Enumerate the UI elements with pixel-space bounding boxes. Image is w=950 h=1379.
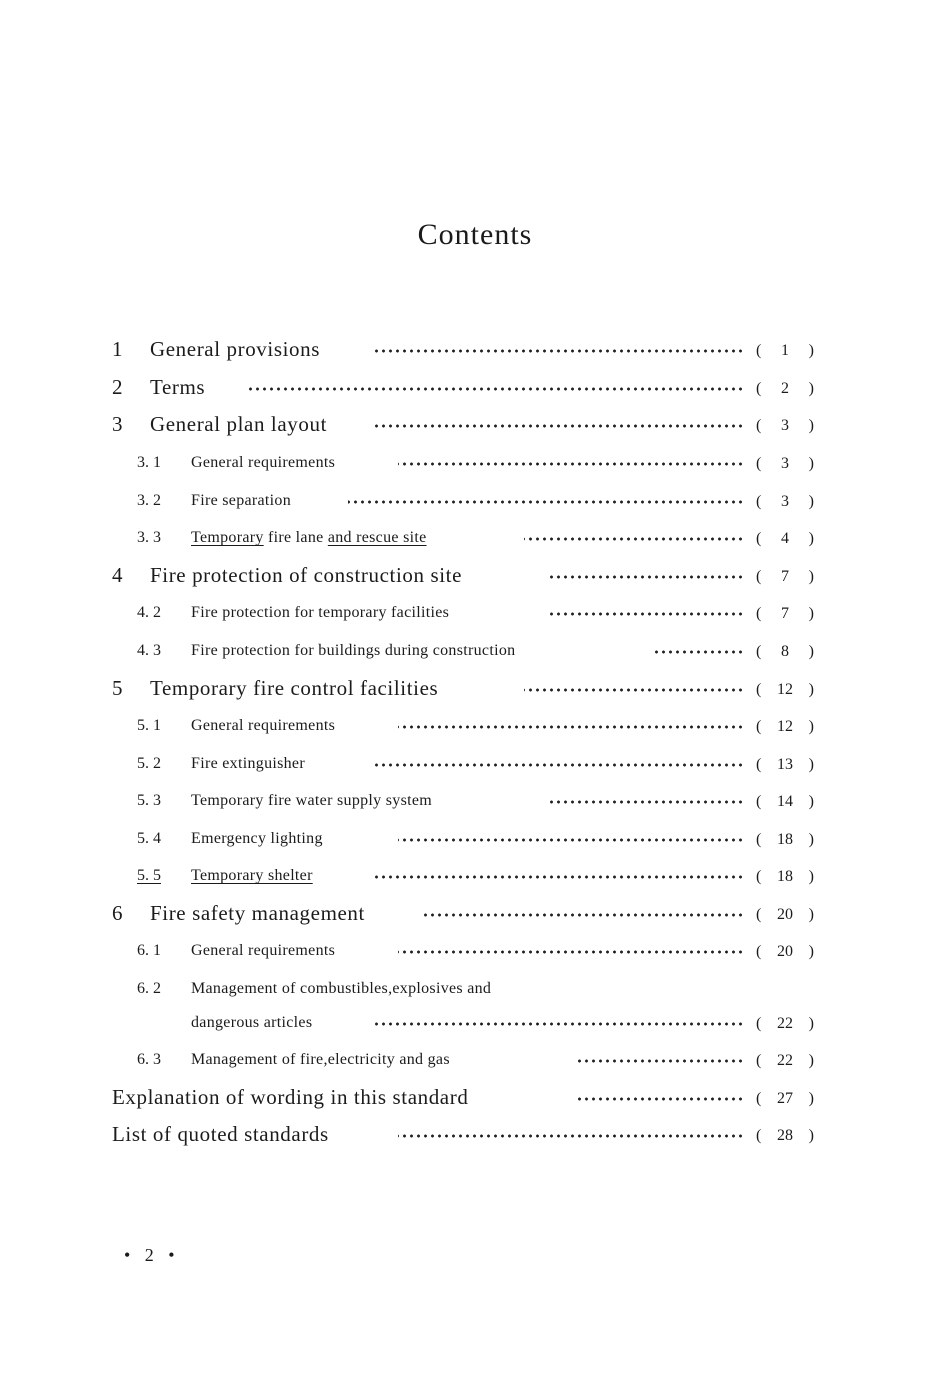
toc-entry-5-3[interactable]: [0, 792, 950, 824]
toc-entry-label: Terms: [150, 375, 206, 399]
leader-dots: [576, 1097, 744, 1101]
toc-page-number: 13: [777, 756, 793, 773]
toc-entry-2[interactable]: [0, 375, 950, 407]
toc-page-number: 22: [777, 1052, 793, 1069]
toc-page-number: 3: [781, 417, 789, 434]
toc-entry-number: 4. 3: [137, 642, 161, 659]
toc-entry-6-2[interactable]: [0, 980, 950, 1012]
leader-dots: [524, 537, 744, 541]
toc-entry-label: Fire safety management: [150, 901, 365, 925]
toc-entry-number: 1: [112, 337, 123, 361]
toc-page-ref: ( 20 ): [756, 943, 814, 960]
page-title: Contents: [417, 218, 533, 251]
toc-page-ref: ( 4 ): [756, 530, 814, 547]
toc-entry-label: General requirements: [191, 942, 336, 959]
toc-page-ref: ( 1 ): [756, 342, 814, 359]
toc-entry-4[interactable]: [0, 563, 950, 595]
toc-page-number: 7: [781, 605, 789, 622]
toc-entry-3-2[interactable]: [0, 492, 950, 524]
toc-entry-number: 5. 3: [137, 792, 161, 809]
toc-page-ref: ( 7 ): [756, 568, 814, 585]
leader-dots: [372, 875, 744, 879]
toc-entry-number: 6. 3: [137, 1051, 161, 1068]
toc-page-ref: ( 7 ): [756, 605, 814, 622]
toc-page-number: 1: [781, 342, 789, 359]
toc-entry-6-2-continuation[interactable]: [0, 1014, 950, 1046]
toc-page-number: 3: [781, 493, 789, 510]
toc-entry-label: Emergency lighting: [191, 830, 323, 847]
toc-page-number: 22: [777, 1015, 793, 1032]
toc-entry-explanation[interactable]: [0, 1085, 950, 1117]
toc-entry-number: 3. 3: [137, 529, 161, 546]
toc-page-number: 18: [777, 831, 793, 848]
toc-entry-label: Fire extinguisher: [191, 755, 305, 772]
toc-page-ref: ( 28 ): [756, 1127, 814, 1144]
toc-entry-number: 4: [112, 563, 123, 587]
toc-entry-label: List of quoted standards: [112, 1122, 329, 1146]
underlined-text: Temporary: [191, 529, 264, 546]
toc-entry-5-5[interactable]: [0, 867, 950, 899]
toc-entry-number: 5. 5: [137, 867, 161, 884]
toc-entry-number: 3: [112, 412, 123, 436]
toc-page-number: 28: [777, 1127, 793, 1144]
toc-page-number: 27: [777, 1090, 793, 1107]
toc-page-ref: ( 3 ): [756, 455, 814, 472]
toc-entry-1[interactable]: [0, 337, 950, 369]
leader-dots: [524, 688, 744, 692]
toc-page-number: 12: [777, 718, 793, 735]
toc-page-number: 20: [777, 906, 793, 923]
toc-entry-label: Management of fire,electricity and gas: [191, 1051, 450, 1068]
toc-entry-label: General plan layout: [150, 412, 328, 436]
leader-dots: [398, 950, 744, 954]
toc-entry-label: Temporary shelter: [191, 867, 313, 884]
toc-page-ref: ( 14 ): [756, 793, 814, 810]
leader-dots: [348, 500, 744, 504]
toc-page-ref: ( 18 ): [756, 868, 814, 885]
toc-page-ref: ( 2 ): [756, 380, 814, 397]
leader-dots: [424, 913, 744, 917]
toc-page-ref: ( 3 ): [756, 417, 814, 434]
toc-page-number: 20: [777, 943, 793, 960]
toc-page-ref: ( 22 ): [756, 1052, 814, 1069]
toc-entry-number: 6. 1: [137, 942, 161, 959]
toc-entry-5-2[interactable]: [0, 755, 950, 787]
toc-entry-quoted-standards[interactable]: [0, 1122, 950, 1154]
toc-entry-label: General requirements: [191, 454, 336, 471]
leader-dots: [398, 1134, 744, 1138]
toc-entry-number: 5: [112, 676, 123, 700]
toc-entry-4-2[interactable]: [0, 604, 950, 636]
toc-entry-4-3[interactable]: [0, 642, 950, 674]
toc-page-number: 3: [781, 455, 789, 472]
toc-entry-label: General provisions: [150, 337, 321, 361]
leader-dots: [372, 1022, 744, 1026]
toc-entry-label: Management of combustibles,explosives and: [191, 980, 492, 997]
leader-dots: [550, 800, 744, 804]
toc-entry-number: 6. 2: [137, 980, 161, 997]
toc-entry-number: 6: [112, 901, 123, 925]
toc-entry-label: Fire protection of construction site: [150, 563, 463, 587]
underlined-text: and rescue site: [327, 529, 427, 546]
leader-dots: [372, 424, 744, 428]
leader-dots: [550, 575, 744, 579]
toc-entry-label: General requirements: [191, 717, 336, 734]
toc-entry-label: Temporary fire control facilities: [150, 676, 439, 700]
toc-page-ref: ( 13 ): [756, 756, 814, 773]
toc-entry-label-continuation: dangerous articles: [191, 1014, 313, 1031]
leader-dots: [398, 725, 744, 729]
toc-entry-label: Fire separation: [191, 492, 292, 509]
toc-entry-5-4[interactable]: [0, 830, 950, 862]
toc-entry-label: Temporary fire water supply system: [191, 792, 433, 809]
toc-entry-number: 5. 2: [137, 755, 161, 772]
toc-entry-6-3[interactable]: [0, 1051, 950, 1083]
toc-page-ref: ( 3 ): [756, 493, 814, 510]
leader-dots: [550, 612, 744, 616]
toc-entry-label: Fire protection for temporary facilities: [191, 604, 450, 621]
toc-page-ref: ( 22 ): [756, 1015, 814, 1032]
leader-dots: [372, 349, 744, 353]
toc-entry-number: 4. 2: [137, 604, 161, 621]
toc-entry-3-1[interactable]: [0, 454, 950, 486]
toc-entry-number: 3. 1: [137, 454, 161, 471]
toc-entry-number: 5. 4: [137, 830, 161, 847]
toc-page-number: 4: [781, 530, 789, 547]
toc-entry-label: Explanation of wording in this standard: [112, 1085, 469, 1109]
toc-page-number: 7: [781, 568, 789, 585]
leader-dots: [398, 838, 744, 842]
toc-page-number: 2: [781, 380, 789, 397]
toc-page-number: 8: [781, 643, 789, 660]
toc-page-number: 14: [777, 793, 793, 810]
toc-page-ref: ( 27 ): [756, 1090, 814, 1107]
toc-entry-number: 5. 1: [137, 717, 161, 734]
toc-page-number: 12: [777, 681, 793, 698]
toc-entry-6-1[interactable]: [0, 942, 950, 974]
leader-dots: [372, 763, 744, 767]
toc-entry-label: Fire protection for buildings during construction: [191, 642, 516, 659]
page-number-footer: • 2 •: [124, 1245, 180, 1265]
toc-page-ref: ( 12 ): [756, 681, 814, 698]
toc-entry-3[interactable]: [0, 412, 950, 444]
toc-entry-label: Temporary fire lane and rescue site: [191, 529, 427, 546]
toc-entry-6[interactable]: [0, 901, 950, 933]
toc-page-ref: ( 12 ): [756, 718, 814, 735]
toc-page-ref: ( 20 ): [756, 906, 814, 923]
leader-dots: [398, 462, 744, 466]
toc-page-number: 18: [777, 868, 793, 885]
leader-dots: [652, 650, 744, 654]
leader-dots: [576, 1059, 744, 1063]
toc-entry-5-1[interactable]: [0, 717, 950, 749]
toc-entry-number: 3. 2: [137, 492, 161, 509]
toc-page-ref: ( 8 ): [756, 643, 814, 660]
toc-page-ref: ( 18 ): [756, 831, 814, 848]
toc-entry-5[interactable]: [0, 676, 950, 708]
toc-entry-3-3[interactable]: [0, 529, 950, 561]
leader-dots: [248, 387, 744, 391]
toc-entry-number: 2: [112, 375, 123, 399]
